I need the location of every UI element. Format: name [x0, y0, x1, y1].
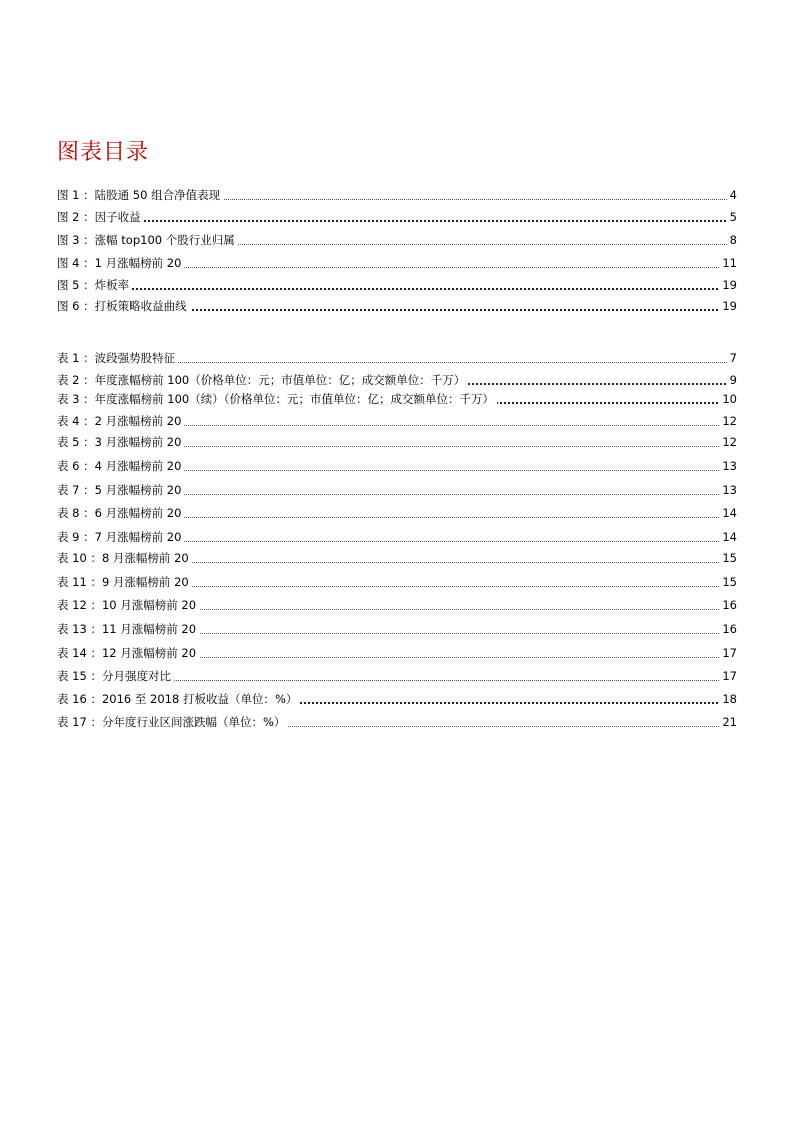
- toc-entry-page: 11: [719, 255, 737, 271]
- toc-entry-page: 19: [719, 277, 737, 293]
- toc-entry-figure-6[interactable]: [57, 298, 737, 314]
- toc-entry-table-10[interactable]: [57, 550, 737, 566]
- toc-entry-page: 14: [719, 529, 737, 545]
- toc-entry-label: 表 9 ：7 月涨幅榜前 20: [57, 529, 184, 545]
- toc-entry-table-4[interactable]: [57, 413, 737, 429]
- toc-entry-page: 21: [719, 714, 737, 730]
- toc-entry-table-15[interactable]: [57, 668, 737, 684]
- toc-entry-page: 16: [719, 621, 737, 637]
- toc-entry-label: 表 11 ：9 月涨幅榜前 20: [57, 574, 192, 590]
- toc-entry-page: 7: [727, 350, 737, 366]
- toc-entry-page: 16: [719, 597, 737, 613]
- toc-entry-table-16[interactable]: [57, 691, 737, 707]
- toc-entry-page: 10: [719, 391, 737, 407]
- toc-entry-figure-4[interactable]: [57, 255, 737, 271]
- toc-entry-figure-2[interactable]: [57, 209, 737, 225]
- toc-entry-table-7[interactable]: [57, 482, 737, 498]
- toc-entry-page: 17: [719, 668, 737, 684]
- toc-entry-page: 12: [719, 434, 737, 450]
- toc-entry-table-2[interactable]: [57, 372, 737, 388]
- toc-entry-page: 5: [727, 209, 737, 225]
- toc-entry-table-12[interactable]: [57, 597, 737, 613]
- toc-entry-page: 9: [727, 372, 737, 388]
- toc-title: 图表目录: [57, 140, 150, 165]
- toc-entry-page: 4: [727, 187, 737, 203]
- toc-entry-table-1[interactable]: [57, 350, 737, 366]
- toc-entry-table-3[interactable]: [57, 391, 737, 407]
- toc-entry-table-17[interactable]: [57, 714, 737, 730]
- toc-entry-page: 12: [719, 413, 737, 429]
- toc-entry-page: 8: [727, 232, 737, 248]
- toc-entry-label: 表 12 ：10 月涨幅榜前 20: [57, 597, 199, 613]
- toc-entry-page: 18: [719, 691, 737, 707]
- toc-entry-label: 表 7 ：5 月涨幅榜前 20: [57, 482, 184, 498]
- dot-leader: [57, 288, 737, 290]
- toc-entry-table-11[interactable]: [57, 574, 737, 590]
- dot-leader: [57, 220, 737, 222]
- toc-entry-page: 19: [719, 298, 737, 314]
- toc-entry-page: 13: [719, 458, 737, 474]
- toc-entry-page: 14: [719, 505, 737, 521]
- toc-entry-label: 图 6 ：打板策略收益曲线: [57, 298, 190, 314]
- toc-entry-table-5[interactable]: [57, 434, 737, 450]
- toc-entry-table-6[interactable]: [57, 458, 737, 474]
- toc-entry-label: 图 3 ：涨幅 top100 个股行业归属: [57, 232, 238, 248]
- toc-entry-label: 表 14 ：12 月涨幅榜前 20: [57, 645, 199, 661]
- toc-entry-table-14[interactable]: [57, 645, 737, 661]
- toc-entry-label: 表 2 ：年度涨幅榜前 100（价格单位：元；市值单位：亿；成交额单位：千万）: [57, 372, 468, 388]
- toc-entry-label: 表 5 ：3 月涨幅榜前 20: [57, 434, 184, 450]
- toc-entry-label: 表 3 ：年度涨幅榜前 100（续）（价格单位：元；市值单位：亿；成交额单位：千万）: [57, 391, 497, 407]
- toc-entry-figure-5[interactable]: [57, 277, 737, 293]
- toc-entry-table-13[interactable]: [57, 621, 737, 637]
- toc-entry-figure-3[interactable]: [57, 232, 737, 248]
- toc-entry-label: 表 15 ：分月强度对比: [57, 668, 174, 684]
- toc-entry-label: 图 5 ：炸板率: [57, 277, 132, 293]
- toc-entry-figure-1[interactable]: [57, 187, 737, 203]
- toc-entry-table-8[interactable]: [57, 505, 737, 521]
- toc-entry-label: 表 13 ：11 月涨幅榜前 20: [57, 621, 199, 637]
- toc-entry-label: 表 4 ：2 月涨幅榜前 20: [57, 413, 184, 429]
- toc-entry-label: 表 8 ：6 月涨幅榜前 20: [57, 505, 184, 521]
- toc-entry-label: 图 1 ：陆股通 50 组合净值表现: [57, 187, 223, 203]
- toc-entry-label: 图 2 ：因子收益: [57, 209, 144, 225]
- toc-entry-page: 13: [719, 482, 737, 498]
- toc-entry-label: 表 1 ：波段强势股特征: [57, 350, 178, 366]
- toc-entry-label: 表 6 ：4 月涨幅榜前 20: [57, 458, 184, 474]
- toc-entry-label: 表 10 ：8 月涨幅榜前 20: [57, 550, 192, 566]
- toc-entry-table-9[interactable]: [57, 529, 737, 545]
- toc-entry-page: 15: [719, 550, 737, 566]
- toc-entry-page: 17: [719, 645, 737, 661]
- toc-entry-page: 15: [719, 574, 737, 590]
- toc-entry-label: 表 16 ：2016 至 2018 打板收益（单位：%）: [57, 691, 300, 707]
- toc-entry-label: 表 17 ：分年度行业区间涨跌幅（单位：%）: [57, 714, 288, 730]
- toc-entry-label: 图 4 ：1 月涨幅榜前 20: [57, 255, 184, 271]
